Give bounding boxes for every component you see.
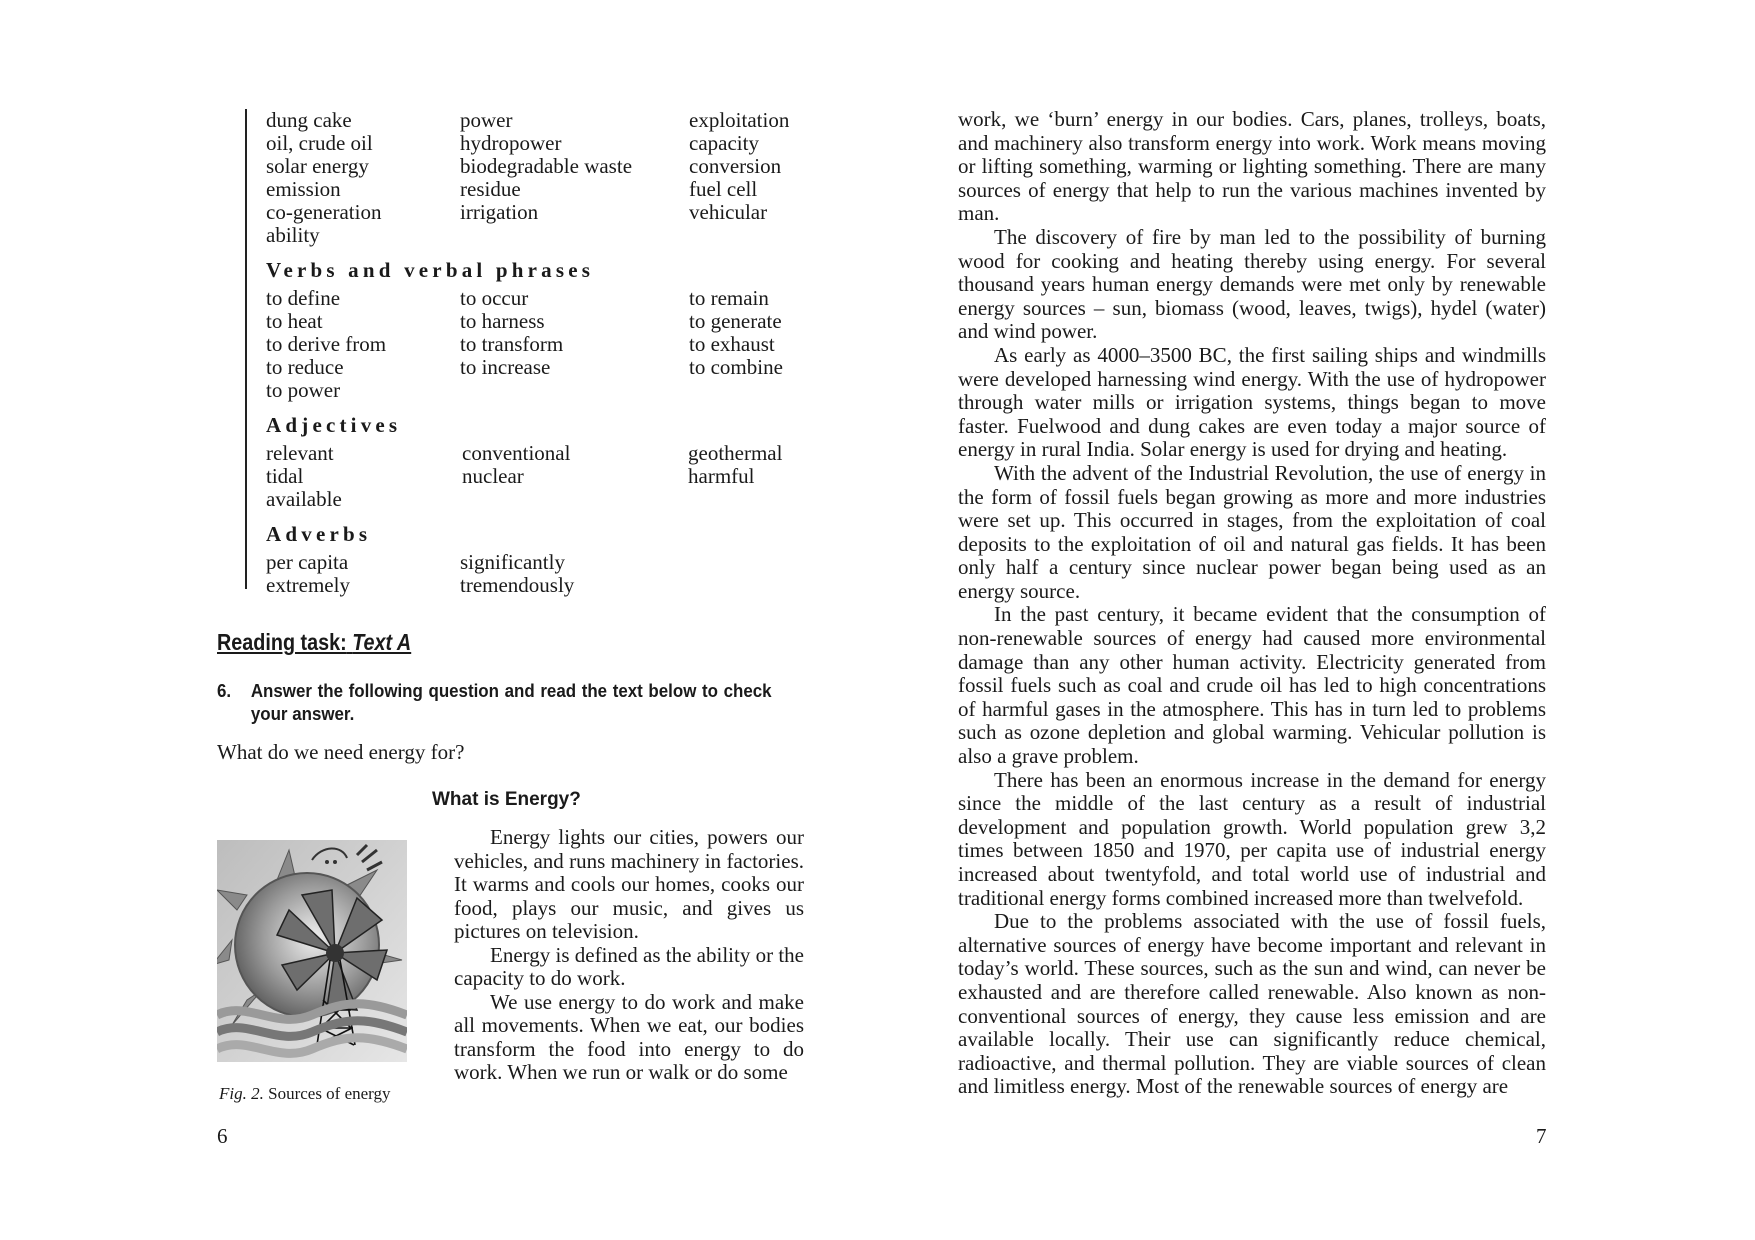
paragraph: In the past century, it became evident that the consumption of non-renewable sources of energy had caused more environmental damage than any other human activity. Electricity generated from fossil fuels such as coal and crude oil has led to high concentrations of harmful gases in the atmosphere. This has in turn led to problems such as ozone depletion and global warming. Vehicular pollution is also a grave problem.: [958, 602, 1546, 769]
figure-caption: [219, 1084, 391, 1104]
vocab-word: hydropower: [460, 131, 562, 155]
article-body-left: [454, 826, 804, 1085]
verbs-heading: Verbs and verbal phrases: [266, 258, 595, 282]
paragraph: With the advent of the Industrial Revolution, the use of energy in the form of fossil fuels began growing as more and more industries were set up. This occurred in stages, from the exploitation of coal deposits to the exploitation of oil and natural gas fields. It has been only half a century since nuclear power began being used as an energy source.: [958, 460, 1546, 603]
reading-task-heading: [217, 629, 411, 656]
vocab-word: to transform: [460, 332, 564, 356]
vocab-word: co-generation: [266, 200, 382, 224]
vocab-word: per capita: [266, 550, 349, 574]
vocab-word: to power: [266, 378, 341, 402]
reading-task-label: Reading task:: [217, 629, 347, 655]
vocab-word: biodegradable waste: [460, 154, 633, 178]
task-number: 6.: [217, 681, 232, 701]
page-number-left: 6: [217, 1124, 228, 1148]
reading-task-text-label: Text A: [352, 629, 412, 655]
paragraph: As early as 4000–3500 BC, the first sailing ships and windmills were developed harnessing wind energy. With the use of hydropower through water mills or irrigation systems, things began to move faster. Fuelwood and dung cakes are even today a major source of energy in rural India. Solar energy is used for drying and heating.: [958, 342, 1546, 462]
vocab-word: to remain: [689, 286, 769, 310]
figure-caption-text: Sources of energy: [268, 1084, 391, 1103]
vocab-word: ability: [266, 223, 320, 247]
vocab-word: harmful: [688, 464, 755, 488]
vocab-word: dung cake: [266, 108, 352, 132]
vocab-word: to occur: [460, 286, 529, 310]
paragraph: work, we ‘burn’ energy in our bodies. Cars, planes, trolleys, boats, and machinery also transform energy into work. Work means moving or lifting something, warming or lighting something. There are many sources of energy that help to run the various machines invented by man.: [958, 107, 1546, 226]
vocab-word: extremely: [266, 573, 350, 597]
article-body-right: [958, 108, 1546, 1099]
task-instruction: [217, 680, 772, 726]
vocab-word: to derive from: [266, 332, 387, 356]
figure-label: Fig. 2.: [219, 1084, 264, 1103]
page-number-right: 7: [1536, 1124, 1547, 1148]
vocab-word: emission: [266, 177, 341, 201]
vocab-word: conventional: [462, 441, 571, 465]
vocab-word: to reduce: [266, 355, 344, 379]
vocab-word: nuclear: [462, 464, 524, 488]
vocab-word: conversion: [689, 154, 782, 178]
vocab-word: significantly: [460, 550, 565, 574]
vocab-word: geothermal: [688, 441, 783, 465]
vocab-word: capacity: [689, 131, 759, 155]
vocab-word: irrigation: [460, 200, 539, 224]
windmill-sun-illustration: [217, 840, 407, 1062]
vocab-word: residue: [460, 177, 521, 201]
task-text: Answer the following question and read the text below to check your answer.: [250, 681, 772, 724]
vocab-word: relevant: [266, 441, 334, 465]
paragraph: Energy lights our cities, powers our vehicles, and runs machinery in factories. It warms and cools our homes, cooks our food, plays our music, and gives us pictures on television.: [454, 825, 804, 943]
vocab-word: vehicular: [689, 200, 768, 224]
vocab-word: to harness: [460, 309, 545, 333]
vocab-word: available: [266, 487, 342, 511]
vocab-word: to generate: [689, 309, 782, 333]
vocab-word: oil, crude oil: [266, 131, 373, 155]
paragraph: The discovery of fire by man led to the possibility of burning wood for cooking and heating thereby using energy. For several thousand years human energy demands were met only by renewable energy sources – sun, biomass (wood, leaves, twigs), hydel (water) and wind power.: [958, 224, 1546, 344]
vocab-word: tremendously: [460, 573, 575, 597]
vocab-word: to heat: [266, 309, 323, 333]
vocab-word: tidal: [266, 464, 304, 488]
adverbs-heading: Adverbs: [266, 522, 372, 546]
adjectives-heading: Adjectives: [266, 413, 402, 437]
paragraph: There has been an enormous increase in the demand for energy since the middle of the last century as a result of industrial development and population growth. World population grew 3,2 times between 1850 and 1970, per capita use of industrial energy increased about twentyfold, and total world use of industrial and traditional energy forms combined increased more than twelvefold.: [958, 767, 1546, 910]
vocab-word: to define: [266, 286, 341, 310]
vocab-word: to exhaust: [689, 332, 775, 356]
paragraph: Energy is defined as the ability or the capacity to do work.: [454, 942, 804, 990]
vocab-word: solar energy: [266, 154, 369, 178]
vocabulary-list: [245, 108, 845, 597]
article-title: What is Energy?: [432, 789, 581, 810]
vocab-word: power: [460, 108, 513, 132]
vocab-word: fuel cell: [689, 177, 758, 201]
vocab-word: to combine: [689, 355, 783, 379]
vocab-word: to increase: [460, 355, 551, 379]
paragraph: We use energy to do work and make all movements. When we eat, our bodies transform the food into energy to do work. When we run or walk or do some: [454, 989, 804, 1084]
vocab-word: exploitation: [689, 108, 790, 132]
sources-of-energy-figure: [217, 840, 407, 1062]
question: What do we need energy for?: [217, 740, 465, 764]
paragraph: Due to the problems associated with the use of fossil fuels, alternative sources of energy have become important and relevant in today’s world. These sources, such as the sun and wind, can never be exhausted and are therefore called renewable. Also known as non-conventional sources of energy, they cause less emission and are available locally. Their use can significantly reduce chemical, radioactive, and thermal pollution. They are viable sources of clean and limitless energy. Most of the renewable sources of energy are: [958, 909, 1546, 1099]
